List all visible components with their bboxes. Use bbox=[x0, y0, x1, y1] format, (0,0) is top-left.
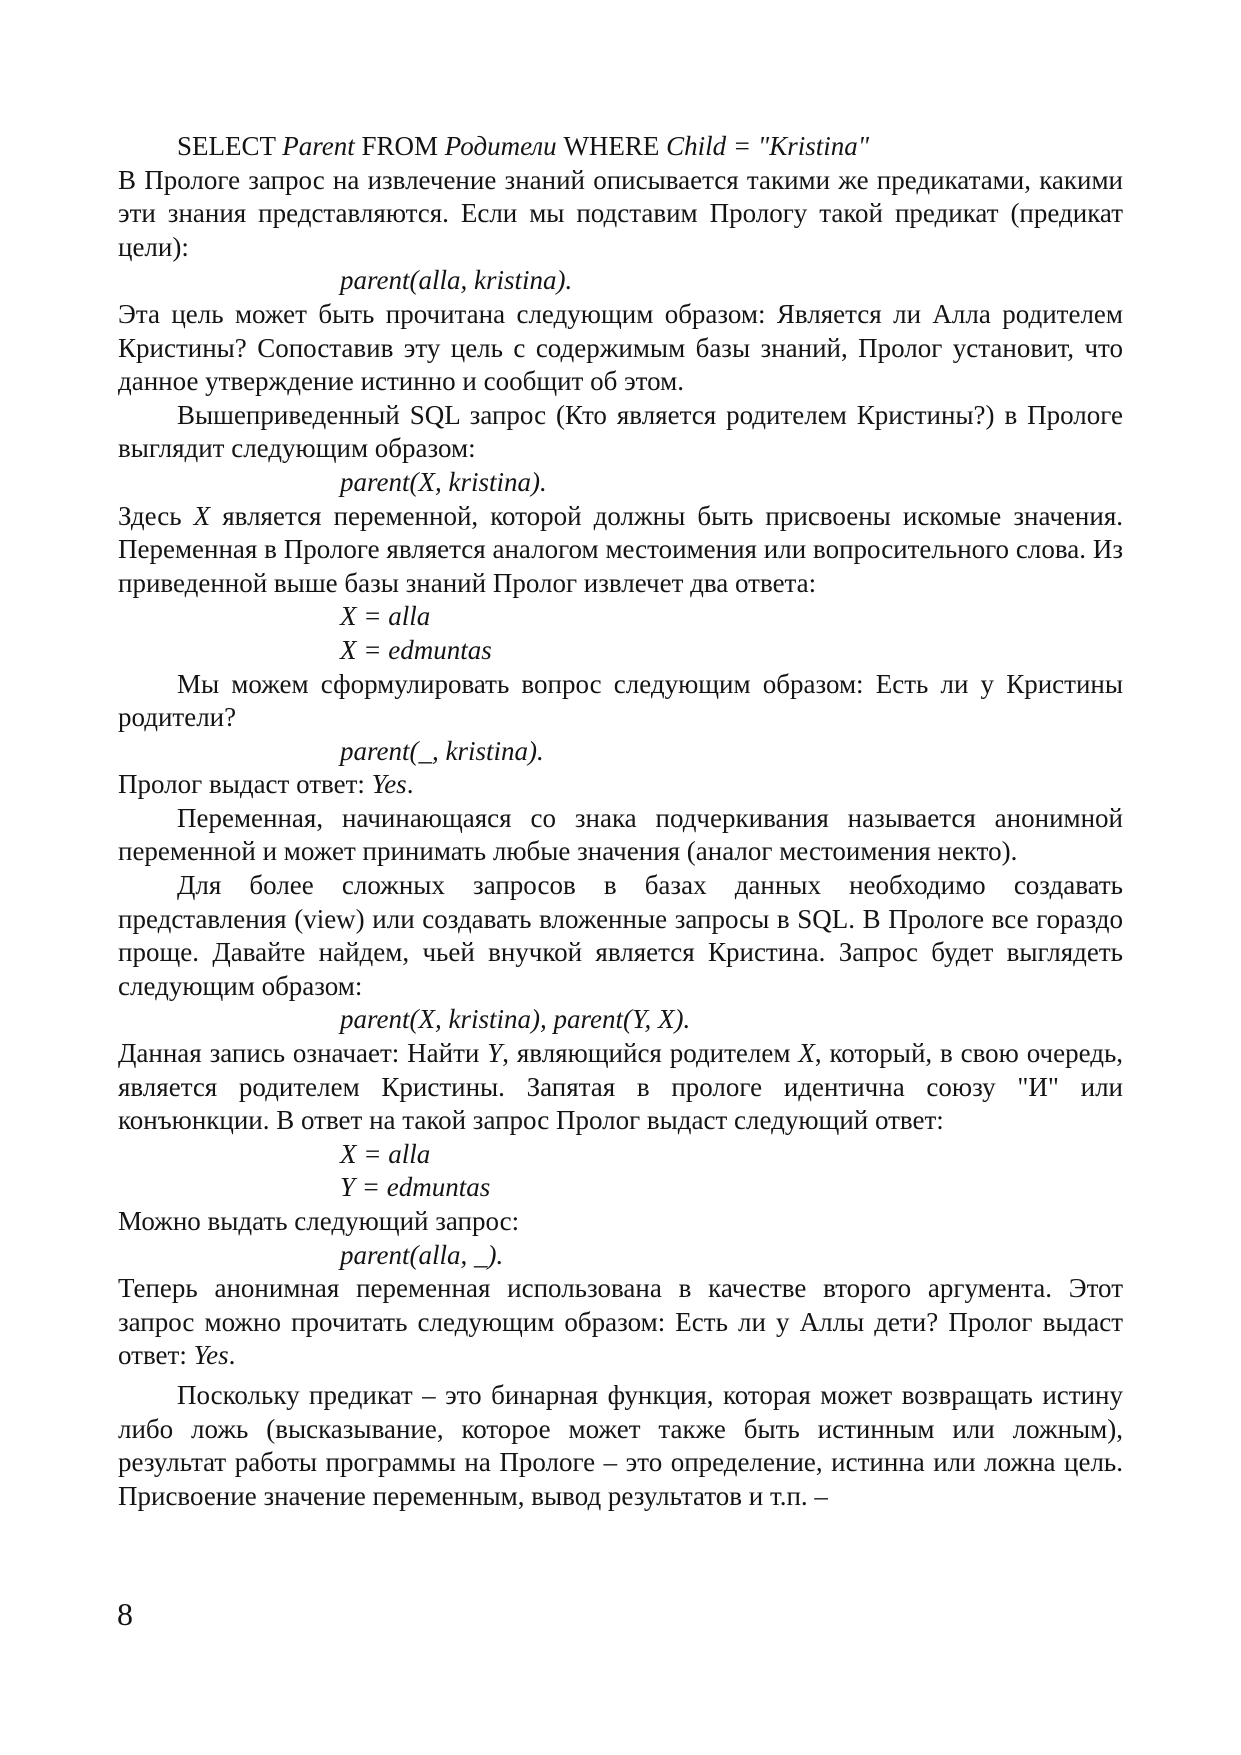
paragraph-query-intro: В Прологе запрос на извлечение знаний описывается такими же предикатами, какими эти знания представляются. Если мы подставим Прологу такой предикат (предикат цели): bbox=[118, 164, 1123, 262]
sql-field: Parent bbox=[282, 131, 355, 161]
variable-x: X bbox=[193, 500, 211, 531]
answer-line: Y = edmuntas bbox=[340, 1172, 491, 1203]
formula-goal-alla: parent(alla, kristina). bbox=[340, 265, 573, 296]
answer-line: X = alla bbox=[340, 1138, 431, 1169]
sql-query-line bbox=[118, 130, 1123, 164]
variable-y: Y bbox=[487, 1038, 503, 1069]
paragraph-sql-equivalent: Вышеприведенный SQL запрос (Кто является родителем Кристины?) в Прологе выглядит следующим образом: bbox=[118, 399, 1123, 464]
formula-grandchild-query: parent(X, kristina), parent(Y, X). bbox=[340, 1004, 691, 1035]
paragraph-conjunction: Данная запись означает: Найти Y, являющийся родителем X, который, в свою очередь, является родителем Кристины. Запятая в прологе идентична союзу "И" или конъюнкции. В ответ на такой запрос Пролог выдаст следующий ответ: bbox=[118, 1038, 1124, 1136]
sql-keyword-from: FROM bbox=[361, 131, 439, 161]
formula-anonymous-second: parent(alla, _). bbox=[340, 1239, 504, 1270]
page-body bbox=[118, 130, 1123, 1513]
paragraph-second-argument: Теперь анонимная переменная использована в качестве второго аргумента. Этот запрос можно прочитать следующим образом: Есть ли у Аллы дети? Пролог выдаст ответ: Yes. bbox=[118, 1273, 1123, 1371]
paragraph-next-query: Можно выдать следующий запрос: bbox=[118, 1206, 520, 1236]
paragraph-goal-reading: Эта цель может быть прочитана следующим образом: Является ли Алла родителем Кристины? Сопоставив эту цель с содержимым базы знаний, Пролог установит, что данное утверждение истинно и сообщит об этом. bbox=[118, 298, 1123, 397]
paragraph-anonymous-variable: Переменная, начинающаяся со знака подчеркивания называется анонимной переменной и может принимать любые значения (аналог местоимения некто). bbox=[118, 802, 1123, 867]
paragraph-variable-explanation: Здесь X является переменной, которой должны быть присвоены искомые значения. Переменная в Прологе является аналогом местоимения или вопросительного слова. Из приведенной выше базы знаний Пролог извлечет два ответа: bbox=[118, 500, 1123, 598]
answer-yes: Yes bbox=[371, 769, 407, 800]
answer-line: X = edmuntas bbox=[340, 634, 492, 665]
sql-table: Родители bbox=[444, 131, 557, 161]
sql-keyword-where: WHERE bbox=[563, 131, 660, 161]
variable-x: X bbox=[798, 1038, 815, 1069]
sql-condition: Child = "Kristina" bbox=[666, 131, 870, 161]
answer-line: X = alla bbox=[340, 601, 431, 632]
formula-anonymous-first: parent(_, kristina). bbox=[340, 735, 544, 766]
answer-yes: Yes bbox=[193, 1340, 229, 1371]
formula-goal-variable: parent(X, kristina). bbox=[340, 466, 547, 497]
paragraph-answer-yes: Пролог выдаст ответ: Yes. bbox=[118, 769, 414, 800]
paragraph-question-parents: Мы можем сформулировать вопрос следующим образом: Есть ли у Кристины родители? bbox=[118, 668, 1123, 733]
sql-keyword-select: SELECT bbox=[177, 131, 276, 161]
paragraph-complex-queries: Для более сложных запросов в базах данных необходимо создавать представления (view) или создавать вложенные запросы в SQL. В Прологе все гораздо проще. Давайте найдем, чьей внучкой является Кристина. Запрос будет выглядеть следующим образом: bbox=[118, 870, 1123, 1001]
page-number: 8 bbox=[117, 1596, 133, 1632]
paragraph-predicate-binary: Поскольку предикат – это бинарная функция, которая может возвращать истину либо ложь (высказывание, которое может также быть истинным или ложным), результат работы программы на Прологе – это определение, истинна или ложна цель. Присвоение значение переменным, вывод результатов и т.п. – bbox=[118, 1379, 1123, 1511]
